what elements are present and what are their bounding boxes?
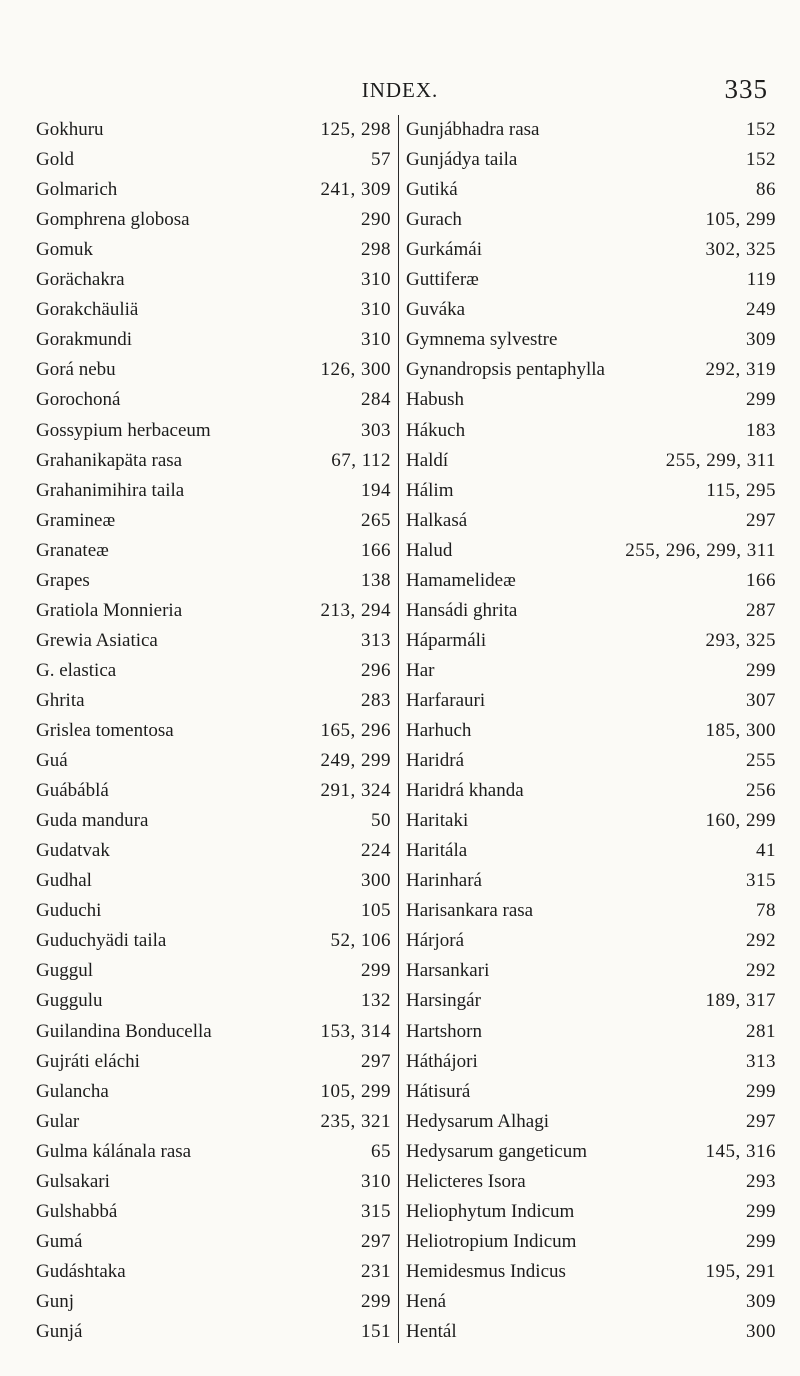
index-term: Grahanimihira taila (36, 479, 185, 501)
index-term: Guilandina Bonducella (36, 1020, 212, 1042)
index-entry (36, 536, 391, 566)
index-page-refs: 52, 106 (330, 930, 391, 952)
index-page-refs: 160, 299 (705, 810, 776, 832)
index-term: Gudatvak (36, 840, 110, 862)
index-term: Grapes (36, 569, 90, 591)
index-term: Háthájori (406, 1050, 478, 1072)
index-page-refs: 249 (746, 299, 776, 321)
index-entry (406, 476, 776, 506)
index-page-refs: 105, 299 (705, 209, 776, 231)
index-entry (36, 1047, 391, 1077)
index-page-refs: 292 (746, 930, 776, 952)
index-page-refs: 309 (746, 329, 776, 351)
index-entry (406, 205, 776, 235)
index-entry (406, 1257, 776, 1287)
index-term: Gymnema sylvestre (406, 329, 558, 351)
index-term: Gulancha (36, 1080, 109, 1102)
index-page-refs: 57 (371, 149, 391, 171)
index-page-refs: 297 (746, 509, 776, 531)
index-page-refs: 297 (746, 1110, 776, 1132)
index-page-refs: 152 (746, 149, 776, 171)
index-term: Granateæ (36, 539, 109, 561)
index-page-refs: 297 (361, 1050, 391, 1072)
index-term: Gunjádya taila (406, 149, 518, 171)
index-entry (406, 1197, 776, 1227)
index-page-refs: 126, 300 (320, 359, 391, 381)
index-term: Gurkámái (406, 239, 482, 261)
index-term: Guduchyädi taila (36, 930, 167, 952)
index-page-refs: 313 (746, 1050, 776, 1072)
index-entry (406, 1287, 776, 1317)
index-term: Guváka (406, 299, 466, 321)
index-page-refs: 310 (361, 269, 391, 291)
index-entry (36, 205, 391, 235)
index-page-refs: 115, 295 (706, 479, 776, 501)
index-page-refs: 290 (361, 209, 391, 231)
index-page-refs: 125, 298 (320, 119, 391, 140)
index-entry (406, 626, 776, 656)
index-entry (36, 746, 391, 776)
index-page-refs: 293 (746, 1170, 776, 1192)
index-term: Hamamelideæ (406, 569, 516, 591)
index-page-refs: 310 (361, 329, 391, 351)
index-entry (406, 656, 776, 686)
index-page-refs: 195, 291 (705, 1260, 776, 1282)
index-term: Haritála (406, 840, 468, 862)
index-term: Har (406, 659, 435, 681)
index-entry (36, 1197, 391, 1227)
index-term: Heliotropium Indicum (406, 1230, 577, 1252)
index-term: Grislea tomentosa (36, 720, 174, 741)
index-entry (36, 1317, 391, 1347)
index-entry (406, 506, 776, 536)
index-page-refs: 299 (361, 1290, 391, 1312)
index-page-refs: 224 (361, 840, 391, 862)
index-term: Hálim (406, 479, 454, 501)
index-entry (36, 596, 391, 626)
index-entry (36, 656, 391, 686)
index-page-refs: 41 (756, 840, 776, 862)
index-term: Hansádi ghrita (406, 599, 518, 621)
index-entry (406, 1137, 776, 1167)
index-page-refs: 281 (746, 1020, 776, 1042)
index-term: Guá (36, 750, 68, 772)
index-page-refs: 300 (746, 1321, 776, 1342)
index-entry (36, 686, 391, 716)
index-page-refs: 291, 324 (320, 780, 391, 802)
index-entry (36, 986, 391, 1016)
index-page-refs: 166 (746, 569, 776, 591)
index-page-refs: 265 (361, 509, 391, 531)
index-term: Harsingár (406, 990, 481, 1012)
index-entry (36, 866, 391, 896)
index-page-refs: 287 (746, 599, 776, 621)
index-term: Gorochoná (36, 389, 121, 411)
index-page-refs: 132 (361, 990, 391, 1012)
index-term: Háparmáli (406, 629, 487, 651)
index-page-refs: 255 (746, 750, 776, 772)
index-term: Heliophytum Indicum (406, 1200, 575, 1222)
index-term: Guggulu (36, 990, 103, 1012)
index-page-refs: 310 (361, 1170, 391, 1192)
index-term: Haridrá (406, 750, 465, 772)
index-page-refs: 78 (756, 900, 776, 922)
index-entry (406, 1107, 776, 1137)
index-entry (36, 325, 391, 355)
index-entry (36, 716, 391, 746)
index-page-refs: 297 (361, 1230, 391, 1252)
index-entry (406, 325, 776, 355)
index-term: Halkasá (406, 509, 468, 531)
index-term: Haritaki (406, 810, 469, 832)
index-entry (406, 986, 776, 1016)
index-entry (36, 1017, 391, 1047)
index-page-refs: 283 (361, 689, 391, 711)
index-page-refs: 235, 321 (320, 1110, 391, 1132)
index-term: Harhuch (406, 720, 472, 741)
index-entry (406, 836, 776, 866)
index-entry (36, 506, 391, 536)
index-entry (406, 295, 776, 325)
index-entry (406, 1167, 776, 1197)
index-entry (406, 866, 776, 896)
index-entry (406, 145, 776, 175)
index-term: Gorächakra (36, 269, 125, 291)
index-page-refs: 231 (361, 1260, 391, 1282)
index-term: Halud (406, 539, 453, 561)
index-page-refs: 166 (361, 539, 391, 561)
index-page-refs: 151 (361, 1321, 391, 1342)
index-entry (406, 1227, 776, 1257)
index-entry (36, 115, 391, 145)
index-term: Gokhuru (36, 119, 104, 140)
index-term: Guda mandura (36, 810, 149, 832)
index-term: Hemidesmus Indicus (406, 1260, 566, 1282)
index-page-refs: 183 (746, 419, 776, 441)
index-term: Ghrita (36, 689, 85, 711)
index-page-refs: 299 (746, 1200, 776, 1222)
index-entry (406, 385, 776, 415)
index-term: Harsankari (406, 960, 490, 982)
index-page-refs: 315 (361, 1200, 391, 1222)
index-term: Gunjábhadra rasa (406, 119, 540, 140)
index-term: Gunj (36, 1290, 74, 1312)
index-entry (406, 806, 776, 836)
index-term: Gomuk (36, 239, 93, 261)
index-page-refs: 302, 325 (705, 239, 776, 261)
index-entry (406, 716, 776, 746)
index-page-refs: 105 (361, 900, 391, 922)
index-entry (36, 476, 391, 506)
index-page-refs: 307 (746, 689, 776, 711)
index-entry (406, 416, 776, 446)
index-page-refs: 255, 296, 299, 311 (625, 539, 776, 561)
index-entry (406, 1077, 776, 1107)
index-term: Hátisurá (406, 1080, 471, 1102)
index-page-refs: 50 (371, 810, 391, 832)
index-term: Gudhal (36, 870, 92, 892)
index-term: Gratiola Monnieria (36, 599, 183, 621)
index-page-refs: 313 (361, 629, 391, 651)
index-term: Gutiká (406, 179, 458, 201)
column-divider (398, 115, 399, 1343)
index-page-refs: 300 (361, 870, 391, 892)
index-entry (406, 956, 776, 986)
index-page-refs: 309 (746, 1290, 776, 1312)
index-entry (36, 1137, 391, 1167)
index-term: Gossypium herbaceum (36, 419, 211, 441)
index-term: Gulsakari (36, 1170, 110, 1192)
index-term: Gulma kálánala rasa (36, 1140, 192, 1162)
index-page-refs: 165, 296 (320, 720, 391, 741)
index-entry (406, 175, 776, 205)
index-entry (36, 1077, 391, 1107)
index-term: Gomphrena globosa (36, 209, 190, 231)
index-entry (36, 806, 391, 836)
index-term: Guttiferæ (406, 269, 479, 291)
index-term: Gorakmundi (36, 329, 133, 351)
index-entry (406, 746, 776, 776)
index-term: Gynandropsis pentaphylla (406, 359, 605, 381)
page-title: INDEX. (361, 78, 439, 102)
index-entry (36, 385, 391, 415)
index-term: Gold (36, 149, 74, 171)
index-entry (36, 956, 391, 986)
index-page-refs: 298 (361, 239, 391, 261)
index-entry (36, 836, 391, 866)
index-term: Hená (406, 1290, 447, 1312)
index-page-refs: 105, 299 (320, 1080, 391, 1102)
index-entry (406, 686, 776, 716)
index-term: Hákuch (406, 419, 466, 441)
index-page-refs: 310 (361, 299, 391, 321)
index-term: Grahanikapäta rasa (36, 449, 183, 471)
index-page-refs: 299 (746, 659, 776, 681)
index-entry (406, 776, 776, 806)
index-entry (406, 926, 776, 956)
index-term: Gorakchäuliä (36, 299, 139, 321)
page-number: 335 (724, 74, 768, 104)
index-page-refs: 213, 294 (320, 599, 391, 621)
index-term: Guábáblá (36, 780, 109, 802)
index-page-refs: 299 (746, 389, 776, 411)
index-page-refs: 292 (746, 960, 776, 982)
index-entry (36, 235, 391, 265)
index-page-refs: 65 (371, 1140, 391, 1162)
index-entry (36, 926, 391, 956)
index-term: Hentál (406, 1321, 457, 1342)
index-page-refs: 303 (361, 419, 391, 441)
index-entry (36, 566, 391, 596)
index-entry (406, 1047, 776, 1077)
index-page-refs: 315 (746, 870, 776, 892)
index-entry (36, 416, 391, 446)
index-page-refs: 194 (361, 479, 391, 501)
index-page-refs: 138 (361, 569, 391, 591)
index-term: Gular (36, 1110, 80, 1132)
index-entry (36, 265, 391, 295)
index-entry (406, 536, 776, 566)
index-body (36, 115, 776, 1355)
index-term: Habush (406, 389, 465, 411)
index-term: Golmarich (36, 179, 118, 201)
index-term: Harfarauri (406, 689, 486, 711)
index-page-refs: 296 (361, 659, 391, 681)
index-entry (36, 776, 391, 806)
index-term: Hartshorn (406, 1020, 482, 1042)
index-entry (36, 1107, 391, 1137)
running-head (0, 74, 800, 108)
index-term: Gudáshtaka (36, 1260, 126, 1282)
index-term: Hedysarum Alhagi (406, 1110, 550, 1132)
index-term: Gumá (36, 1230, 83, 1252)
index-page-refs: 241, 309 (320, 179, 391, 201)
index-entry (406, 235, 776, 265)
index-entry (36, 1167, 391, 1197)
index-entry (36, 896, 391, 926)
index-page-refs: 299 (746, 1230, 776, 1252)
index-page-refs: 284 (361, 389, 391, 411)
index-term: Harisankara rasa (406, 900, 534, 922)
index-entry (36, 1287, 391, 1317)
index-entry (406, 1017, 776, 1047)
index-term: Gunjá (36, 1321, 83, 1342)
index-term: Gujráti eláchi (36, 1050, 140, 1072)
index-term: Guduchi (36, 900, 102, 922)
index-term: Gurach (406, 209, 462, 231)
index-page-refs: 299 (361, 960, 391, 982)
index-page-refs: 185, 300 (705, 720, 776, 741)
index-term: Gulshabbá (36, 1200, 118, 1222)
index-page-refs: 256 (746, 780, 776, 802)
index-term: Harinhará (406, 870, 482, 892)
index-entry (36, 1257, 391, 1287)
index-entry (406, 596, 776, 626)
index-entry (36, 355, 391, 385)
index-entry (36, 446, 391, 476)
index-term: Hedysarum gangeticum (406, 1140, 587, 1162)
index-term: Helicteres Isora (406, 1170, 526, 1192)
index-page-refs: 86 (756, 179, 776, 201)
index-page-refs: 189, 317 (705, 990, 776, 1012)
index-entry (36, 626, 391, 656)
index-page-refs: 249, 299 (320, 750, 391, 772)
index-entry (36, 1227, 391, 1257)
index-entry (36, 175, 391, 205)
index-page-refs: 145, 316 (705, 1140, 776, 1162)
index-term: Haldí (406, 449, 449, 471)
index-entry (36, 295, 391, 325)
index-entry (36, 145, 391, 175)
index-page-refs: 255, 299, 311 (665, 449, 776, 471)
index-page-refs: 293, 325 (705, 629, 776, 651)
index-page-refs: 292, 319 (705, 359, 776, 381)
index-term: Hárjorá (406, 930, 465, 952)
index-page-refs: 153, 314 (320, 1020, 391, 1042)
index-entry (406, 115, 776, 145)
index-term: Guggul (36, 960, 93, 982)
index-page-refs: 152 (746, 119, 776, 140)
index-term: Haridrá khanda (406, 780, 524, 802)
index-entry (406, 566, 776, 596)
index-term: Gramineæ (36, 509, 116, 531)
index-entry (406, 1317, 776, 1347)
index-term: Grewia Asiatica (36, 629, 158, 651)
index-term: Gorá nebu (36, 359, 116, 381)
index-term: G. elastica (36, 659, 117, 681)
index-page-refs: 119 (746, 269, 776, 291)
index-page-refs: 299 (746, 1080, 776, 1102)
index-page-refs: 67, 112 (331, 449, 391, 471)
index-entry (406, 355, 776, 385)
index-entry (406, 265, 776, 295)
index-entry (406, 446, 776, 476)
index-entry (406, 896, 776, 926)
